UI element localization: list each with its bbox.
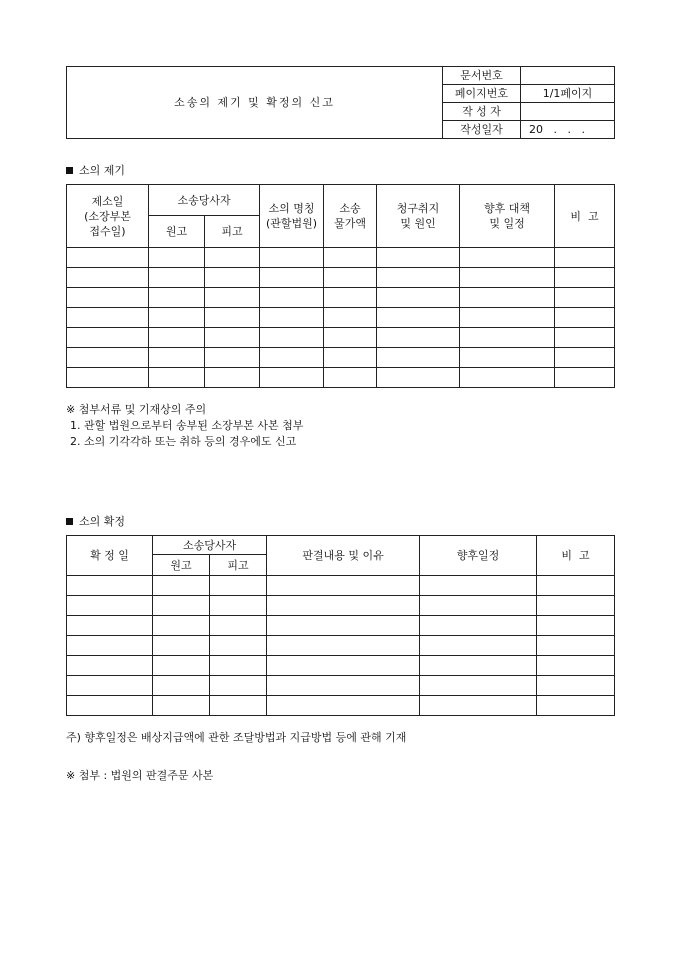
table-cell[interactable]: [67, 596, 153, 616]
table-cell[interactable]: [537, 656, 615, 676]
table-cell[interactable]: [153, 596, 210, 616]
table-cell[interactable]: [377, 348, 460, 368]
table-cell[interactable]: [205, 288, 260, 308]
table-cell[interactable]: [67, 308, 149, 328]
table-cell[interactable]: [260, 348, 324, 368]
table-cell[interactable]: [555, 288, 615, 308]
table-cell[interactable]: [67, 676, 153, 696]
table-cell[interactable]: [267, 616, 420, 636]
table-cell[interactable]: [205, 328, 260, 348]
table-row: [67, 248, 615, 268]
schedule-header: 향후일정: [420, 536, 537, 576]
table-cell[interactable]: [324, 288, 377, 308]
table-cell[interactable]: [537, 616, 615, 636]
table-cell[interactable]: [210, 656, 267, 676]
remarks-header: 비 고: [555, 185, 615, 248]
table-cell[interactable]: [555, 368, 615, 388]
doc-number-value[interactable]: [521, 67, 615, 85]
suit-confirmation-table: [66, 535, 615, 716]
table-cell[interactable]: [377, 368, 460, 388]
notes-block: [66, 402, 303, 450]
table-cell[interactable]: [149, 308, 205, 328]
section1-heading: [66, 162, 125, 178]
section2-title: 소의 확정: [79, 515, 126, 528]
table-cell[interactable]: [210, 636, 267, 656]
footnote: 주) 향후일정은 배상지급액에 관한 조달방법과 지급방법 등에 관해 기재: [66, 731, 407, 744]
table-cell[interactable]: [555, 328, 615, 348]
confirm-date-header: 확 정 일: [67, 536, 153, 576]
judgment-header: 판결내용 및 이유: [267, 536, 420, 576]
table-cell[interactable]: [67, 288, 149, 308]
suit-filing-table: [66, 184, 615, 388]
table-cell[interactable]: [67, 268, 149, 288]
table-cell[interactable]: [205, 368, 260, 388]
table-row: [67, 348, 615, 368]
defendant-header: 피고: [205, 216, 260, 248]
table-cell[interactable]: [67, 696, 153, 716]
suit-value-header: 소송 물가액: [324, 185, 377, 248]
filing-date-header: 제소일 (소장부본 접수일): [67, 185, 149, 248]
table-cell[interactable]: [324, 268, 377, 288]
table-cell[interactable]: [555, 268, 615, 288]
table-cell[interactable]: [537, 696, 615, 716]
plaintiff-header: 원고: [149, 216, 205, 248]
suit-name-header: 소의 명칭 (관할법원): [260, 185, 324, 248]
table-cell[interactable]: [324, 328, 377, 348]
table-cell[interactable]: [460, 368, 555, 388]
table-cell[interactable]: [377, 308, 460, 328]
table-cell[interactable]: [153, 576, 210, 596]
table-cell[interactable]: [267, 676, 420, 696]
table-cell[interactable]: [210, 596, 267, 616]
table-cell[interactable]: [537, 676, 615, 696]
table-cell[interactable]: [324, 348, 377, 368]
table-cell[interactable]: [555, 348, 615, 368]
table-row: [67, 308, 615, 328]
table-row: [67, 616, 615, 636]
plaintiff-header: 원고: [153, 555, 210, 576]
table-cell[interactable]: [149, 248, 205, 268]
table-row: [67, 288, 615, 308]
table-row: [67, 676, 615, 696]
table-cell[interactable]: [267, 596, 420, 616]
table-row: [67, 636, 615, 656]
table-cell[interactable]: [460, 288, 555, 308]
table-cell[interactable]: [260, 368, 324, 388]
table-cell[interactable]: [149, 368, 205, 388]
table-cell[interactable]: [537, 636, 615, 656]
table-cell[interactable]: [205, 308, 260, 328]
table-cell[interactable]: [67, 328, 149, 348]
table-cell[interactable]: [420, 596, 537, 616]
bullet-square-icon: [66, 518, 73, 525]
table-cell[interactable]: [210, 676, 267, 696]
table-cell[interactable]: [67, 248, 149, 268]
table-cell[interactable]: [260, 268, 324, 288]
table-cell[interactable]: [205, 268, 260, 288]
table-cell[interactable]: [555, 308, 615, 328]
plan-header: 향후 대책 및 일정: [460, 185, 555, 248]
parties-header: 소송당사자: [153, 536, 267, 555]
table-cell[interactable]: [67, 636, 153, 656]
date-label: 작성일자: [443, 121, 521, 139]
note-item: 1. 관할 법원으로부터 송부된 소장부본 사본 첨부: [70, 419, 304, 432]
table-cell[interactable]: [460, 248, 555, 268]
bullet-square-icon: [66, 167, 73, 174]
table-cell[interactable]: [260, 308, 324, 328]
table-cell[interactable]: [324, 308, 377, 328]
section2-heading: [66, 513, 125, 529]
table-cell[interactable]: [210, 696, 267, 716]
table-cell[interactable]: [267, 696, 420, 716]
attachment-note: ※ 첨부 : 법원의 판결주문 사본: [66, 769, 214, 782]
claim-header: 청구취지 및 원인: [377, 185, 460, 248]
table-row: [67, 576, 615, 596]
table-cell[interactable]: [153, 696, 210, 716]
table-cell[interactable]: [67, 576, 153, 596]
header-table: [66, 66, 615, 139]
note-item: 2. 소의 기각각하 또는 취하 등의 경우에도 신고: [70, 435, 297, 448]
author-label: 작 성 자: [443, 103, 521, 121]
table-cell[interactable]: [460, 308, 555, 328]
table-cell[interactable]: [420, 656, 537, 676]
table-cell[interactable]: [420, 576, 537, 596]
parties-header: 소송당사자: [149, 185, 260, 216]
table-row: [67, 656, 615, 676]
table-cell[interactable]: [267, 636, 420, 656]
table-cell[interactable]: [267, 656, 420, 676]
table-cell[interactable]: [460, 268, 555, 288]
page-title: 소송의 제기 및 확정의 신고: [67, 67, 443, 139]
defendant-header: 피고: [210, 555, 267, 576]
table-row: [67, 368, 615, 388]
table-cell[interactable]: [420, 616, 537, 636]
notes-title: ※ 첨부서류 및 기재상의 주의: [66, 403, 207, 416]
table-cell[interactable]: [420, 636, 537, 656]
table-cell[interactable]: [460, 348, 555, 368]
table-cell[interactable]: [67, 348, 149, 368]
table-row: [67, 596, 615, 616]
table-cell[interactable]: [377, 288, 460, 308]
date-value[interactable]: 20 . . .: [521, 121, 615, 139]
table-cell[interactable]: [537, 596, 615, 616]
table-cell[interactable]: [324, 368, 377, 388]
table-cell[interactable]: [67, 656, 153, 676]
table-cell[interactable]: [420, 696, 537, 716]
table-cell[interactable]: [153, 656, 210, 676]
table-cell[interactable]: [205, 248, 260, 268]
table-row: [67, 268, 615, 288]
table-cell[interactable]: [149, 288, 205, 308]
table-cell[interactable]: [420, 676, 537, 696]
table-cell[interactable]: [149, 268, 205, 288]
table-cell[interactable]: [260, 288, 324, 308]
section1-title: 소의 제기: [79, 164, 126, 177]
table-row: [67, 328, 615, 348]
table-row: [67, 696, 615, 716]
remarks-header: 비 고: [537, 536, 615, 576]
table-cell[interactable]: [210, 616, 267, 636]
table-cell[interactable]: [149, 328, 205, 348]
table-cell[interactable]: [324, 248, 377, 268]
table-cell[interactable]: [149, 348, 205, 368]
table-cell[interactable]: [210, 576, 267, 596]
table-cell[interactable]: [153, 636, 210, 656]
page-number-label: 페이지번호: [443, 85, 521, 103]
table-cell[interactable]: [260, 248, 324, 268]
table-cell[interactable]: [377, 328, 460, 348]
table-cell[interactable]: [67, 616, 153, 636]
table-cell[interactable]: [153, 676, 210, 696]
table-cell[interactable]: [460, 328, 555, 348]
table-cell[interactable]: [377, 268, 460, 288]
doc-number-label: 문서번호: [443, 67, 521, 85]
table-cell[interactable]: [153, 616, 210, 636]
table-cell[interactable]: [377, 248, 460, 268]
table-cell[interactable]: [555, 248, 615, 268]
table-cell[interactable]: [260, 328, 324, 348]
table-cell[interactable]: [267, 576, 420, 596]
table-cell[interactable]: [67, 368, 149, 388]
table-cell[interactable]: [537, 576, 615, 596]
page-number-value[interactable]: 1/1페이지: [521, 85, 615, 103]
author-value[interactable]: [521, 103, 615, 121]
table-cell[interactable]: [205, 348, 260, 368]
